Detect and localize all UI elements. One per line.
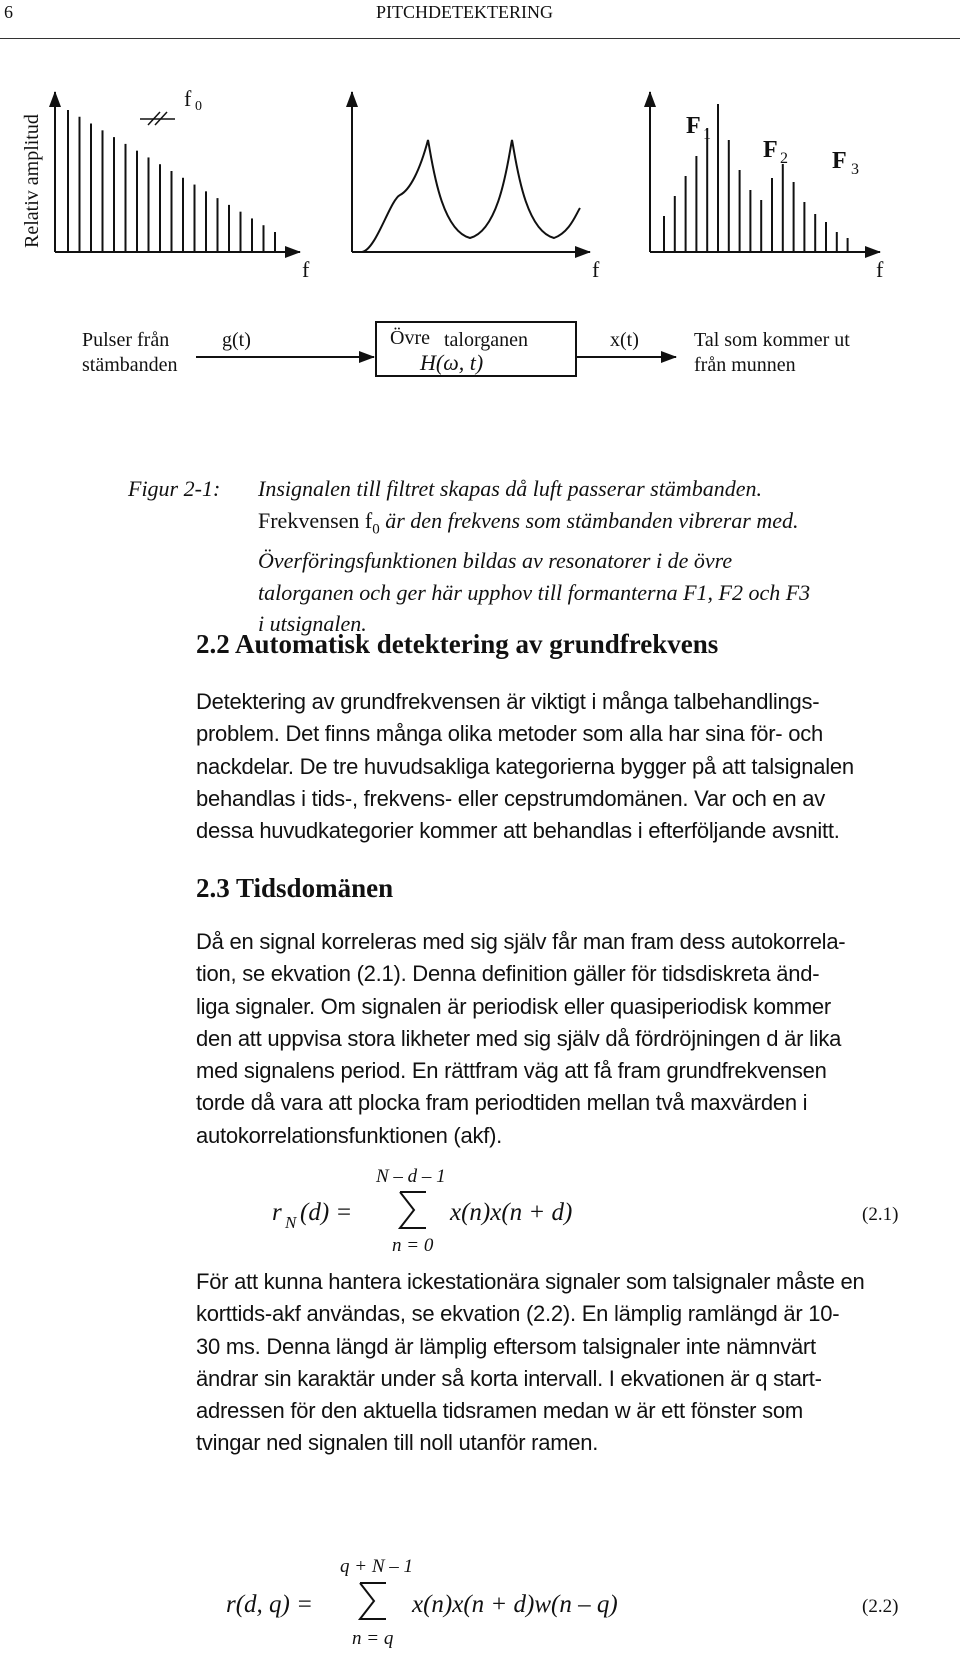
axis-f-2: f — [592, 257, 600, 282]
f0-label: f — [184, 86, 192, 111]
paragraph-line: Detektering av grundfrekvensen är viktigt i många talbehandlings- — [196, 689, 820, 714]
box-label-transfer: H(ω, t) — [420, 350, 484, 375]
paragraph-line: torde då vara att plocka fram periodtiden mellan två maxvärden i — [196, 1090, 808, 1116]
eq1-lhs-sub: N — [285, 1213, 297, 1232]
input-label-line2: stämbanden — [82, 354, 178, 376]
caption-line-2b: är den frekvens som stämbanden vibrerar med. — [379, 507, 799, 533]
formant-f2-label: F — [763, 137, 778, 163]
sigma-icon — [360, 1583, 386, 1619]
paragraph-line: Då en signal korreleras med sig själv får man fram dess autokorrela- — [196, 929, 846, 954]
page-number: 6 — [4, 2, 13, 22]
box-label-ovre: Övre — [390, 327, 430, 349]
panel-output-spectrum — [650, 92, 884, 282]
caption-line-2-sub: 0 — [372, 520, 380, 537]
eq2-lhs: r(d, q) = — [226, 1591, 313, 1618]
paragraph-line: ändrar sin karaktär under så korta intervall. I ekvationen är q start- — [196, 1365, 822, 1391]
paragraph-line: autokorrelationsfunktionen (akf). — [196, 1122, 503, 1148]
paragraph-line: 30 ms. Denna längd är lämplig eftersom talsignaler inte nämnvärt — [196, 1333, 816, 1359]
eq2-number: (2.2) — [862, 1596, 899, 1617]
paragraph-line: dessa huvudkategorier kommer att behandlas i efterföljande avsnitt. — [196, 818, 840, 844]
paragraph-line: tvingar ned signalen till noll utanför ramen. — [196, 1430, 599, 1456]
caption-line-3: Överföringsfunktionen bildas av resonatorer i de övre — [258, 548, 733, 574]
paragraph-line: korttids-akf användas, se ekvation (2.2). En lämplig ramlängd är 10- — [196, 1301, 840, 1327]
formant-f1-label: F — [686, 113, 701, 139]
formant-f3-label: F — [832, 148, 847, 174]
caption-line-1: Insignalen till filtret skapas då luft passerar stämbanden. — [258, 476, 762, 501]
eq1-upper-limit: N – d – 1 — [376, 1166, 446, 1187]
box-label-talorganen: talorganen — [444, 329, 529, 351]
output-label-line2: från munnen — [694, 354, 796, 376]
section-2-3-heading: 2.3 Tidsdomänen — [196, 873, 394, 903]
panel-pulse-spectrum — [55, 86, 310, 282]
paragraph-line: problem. Det finns många olika metoder som alla har sina för- och — [196, 721, 823, 747]
paragraph-line: För att kunna hantera ickestationära signaler som talsignaler måste en — [196, 1269, 865, 1294]
caption-line-5: i utsignalen. — [258, 611, 367, 637]
caption-label: Figur 2-1: — [128, 476, 221, 501]
eq1-rhs: x(n)x(n + d) — [450, 1199, 573, 1226]
section-2-3-paragraph-2 — [196, 1266, 950, 1460]
eq1-number: (2.1) — [862, 1204, 899, 1225]
section-2-2-paragraph — [196, 686, 950, 847]
paragraph-line: med signalens period. En rättfram väg att få fram grundfrekvensen — [196, 1058, 827, 1084]
block-diagram — [82, 322, 850, 376]
eq2-lower-limit: n = q — [352, 1628, 394, 1649]
eq1-lhs-arg: (d) = — [300, 1199, 353, 1226]
y-axis-label: Relativ amplitud — [21, 114, 43, 248]
paragraph-line: tion, se ekvation (2.1). Denna definition gäller för tidsdiskreta änd- — [196, 961, 820, 987]
signal-in-label: g(t) — [222, 329, 251, 351]
equation-2-2 — [0, 1550, 960, 1654]
sigma-icon — [400, 1192, 426, 1228]
header-rule — [0, 38, 960, 39]
running-title: PITCHDETEKTERING — [376, 2, 553, 22]
caption-line-4: talorganen och ger här upphov till formanterna F1, F2 och F3 — [258, 579, 811, 605]
section-2-2-heading: 2.2 Automatisk detektering av grundfrekvens — [196, 629, 719, 659]
axis-f-3: f — [876, 257, 884, 282]
section-2-3-paragraph — [196, 926, 950, 1152]
caption-line-2a: Frekvensen f — [258, 507, 373, 533]
figure-caption — [128, 473, 810, 640]
eq2-upper-limit: q + N – 1 — [340, 1556, 413, 1577]
axis-f-1: f — [302, 257, 310, 282]
figure-spectra — [0, 60, 960, 400]
paragraph-line: adressen för den aktuella tidsramen medan w är ett fönster som — [196, 1398, 803, 1424]
paragraph-line: den att uppvisa stora likheter med sig själv då fördröjningen d är lika — [196, 1025, 842, 1051]
formant-f3-sub: 3 — [851, 161, 859, 178]
eq1-lower-limit: n = 0 — [392, 1235, 434, 1256]
input-label-line1: Pulser från — [82, 329, 170, 351]
paragraph-line: nackdelar. De tre huvudsakliga kategorierna bygger på att talsignalen — [196, 753, 854, 779]
eq1-lhs: r — [272, 1199, 282, 1226]
formant-f1-sub: 1 — [703, 126, 711, 143]
eq2-rhs: x(n)x(n + d)w(n – q) — [412, 1591, 618, 1618]
paragraph-line: behandlas i tids-, frekvens- eller cepstrumdomänen. Var och en av — [196, 785, 826, 811]
formant-f2-sub: 2 — [780, 150, 788, 167]
output-label-line1: Tal som kommer ut — [694, 329, 850, 351]
paragraph-line: liga signaler. Om signalen är periodisk eller quasiperiodisk kommer — [196, 993, 831, 1019]
equation-2-1 — [0, 1160, 960, 1260]
signal-out-label: x(t) — [610, 329, 639, 351]
f0-subscript: 0 — [195, 99, 202, 114]
panel-transfer-function — [352, 92, 600, 282]
